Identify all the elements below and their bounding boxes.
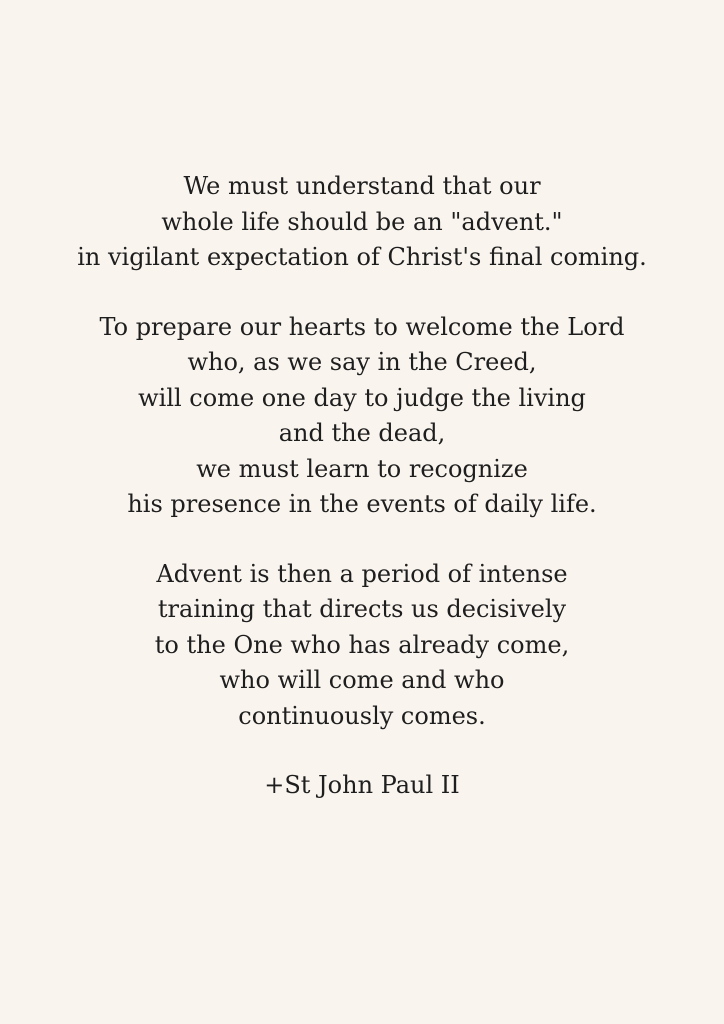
quote-line: To prepare our hearts to welcome the Lord <box>99 312 625 341</box>
quote-line: we must learn to recognize <box>196 454 528 483</box>
quote-line: and the dead, <box>278 419 446 447</box>
stanza-3 <box>0 557 724 735</box>
quote-line: to the One who has already come, <box>154 630 570 659</box>
quote-line: will come one day to judge the living <box>138 383 586 412</box>
quote-line: who will come and who <box>219 666 505 694</box>
quote-block <box>0 169 724 804</box>
quote-line: continuously comes. <box>238 701 486 730</box>
quote-line: in vigilant expectation of Christ's final coming. <box>77 243 647 271</box>
quote-line: who, as we say in the Creed, <box>187 348 537 376</box>
quote-line: his presence in the events of daily life. <box>127 490 597 518</box>
quote-line: Advent is then a period of intense <box>156 559 568 588</box>
quote-line: training that directs us decisively <box>157 595 567 623</box>
quote-attribution: +St John Paul II <box>264 771 460 799</box>
stanza-2 <box>0 310 724 523</box>
quote-line: whole life should be an "advent." <box>161 207 563 236</box>
stanza-1 <box>0 169 724 276</box>
quote-line: We must understand that our <box>183 172 541 200</box>
